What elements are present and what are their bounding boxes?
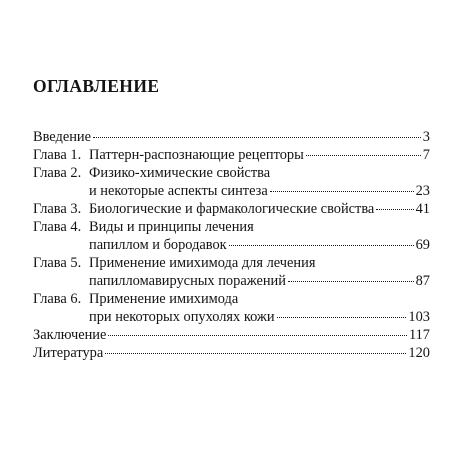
dot-leader xyxy=(306,154,421,156)
toc-entry-chapter-4 xyxy=(33,218,430,254)
toc-entry-chapter-6 xyxy=(33,290,430,326)
page-number: 3 xyxy=(422,129,430,145)
page-number: 117 xyxy=(408,327,430,343)
page-number: 103 xyxy=(408,309,430,325)
toc-entry-conclusion xyxy=(33,326,430,344)
dot-leader xyxy=(376,208,413,210)
entry-title: Применение имихимода для лечения xyxy=(89,255,316,271)
entry-title: Заключение xyxy=(33,327,107,343)
chapter-number: Глава 6. xyxy=(33,291,82,307)
page-number: 87 xyxy=(415,273,430,289)
page-number: 120 xyxy=(408,345,430,361)
chapter-number: Глава 5. xyxy=(33,255,82,271)
page-number: 7 xyxy=(422,147,430,163)
entry-title-continuation: и некоторые аспекты синтеза xyxy=(89,183,268,199)
dot-leader xyxy=(277,316,407,318)
entry-title-continuation: при некоторых опухолях кожи xyxy=(89,309,275,325)
toc-title: ОГЛАВЛЕНИЕ xyxy=(33,76,160,96)
entry-title: Паттерн-распознающие рецепторы xyxy=(89,147,304,163)
toc-entry-introduction xyxy=(33,128,430,146)
toc-entry-references xyxy=(33,344,430,362)
entry-title: Введение xyxy=(33,129,92,145)
dot-leader xyxy=(270,190,414,192)
dot-leader xyxy=(108,334,407,336)
toc-entry-chapter-2 xyxy=(33,164,430,200)
entry-title: Физико-химические свойства xyxy=(89,165,271,181)
entry-title-continuation: папиллом и бородавок xyxy=(89,237,227,253)
dot-leader xyxy=(288,280,414,282)
toc-entry-chapter-1 xyxy=(33,146,430,164)
entry-title: Виды и принципы лечения xyxy=(89,219,254,235)
entry-title: Применение имихимода xyxy=(89,291,239,307)
entry-title: Литература xyxy=(33,345,104,361)
chapter-number: Глава 1. xyxy=(33,147,82,163)
toc-entry-chapter-3 xyxy=(33,200,430,218)
chapter-number: Глава 2. xyxy=(33,165,82,181)
chapter-number: Глава 4. xyxy=(33,219,82,235)
dot-leader xyxy=(93,136,421,138)
chapter-number: Глава 3. xyxy=(33,201,82,217)
page-number: 41 xyxy=(415,201,430,217)
entry-title-continuation: папилломавирусных поражений xyxy=(89,273,286,289)
page-number: 69 xyxy=(415,237,430,253)
toc-entry-chapter-5 xyxy=(33,254,430,290)
entry-title: Биологические и фармакологические свойства xyxy=(89,201,375,217)
dot-leader xyxy=(229,244,414,246)
page-number: 23 xyxy=(415,183,430,199)
dot-leader xyxy=(105,352,406,354)
table-of-contents xyxy=(33,128,430,362)
